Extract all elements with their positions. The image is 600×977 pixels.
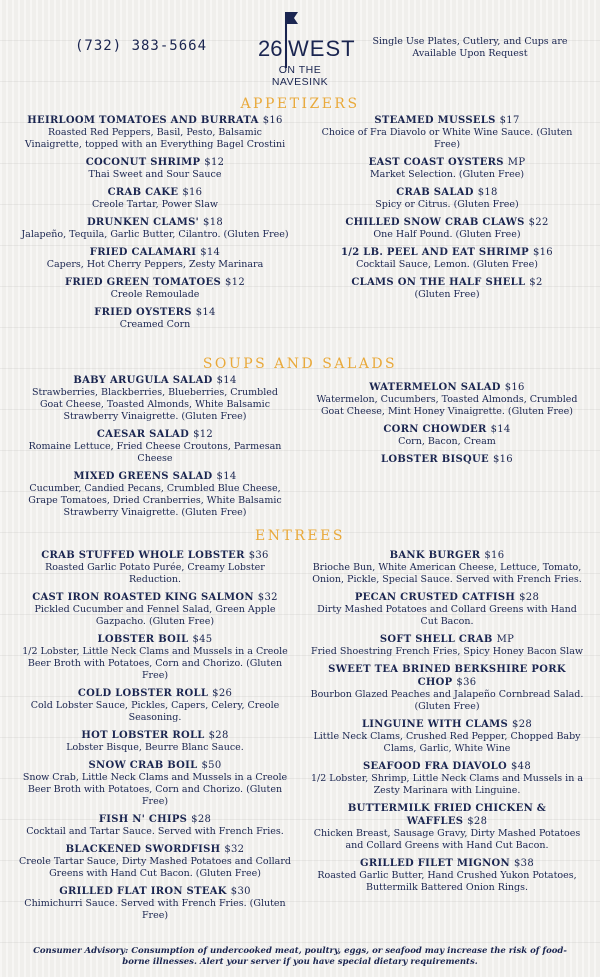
menu-item-title: HOT LOBSTER ROLL <box>81 730 205 741</box>
menu-item-title: 1/2 LB. PEEL AND EAT SHRIMP <box>341 247 529 258</box>
menu-item-title: FRIED CALAMARI <box>89 247 197 258</box>
menu-item <box>20 374 290 423</box>
menu-item-description: Roasted Garlic Butter, Hand Crushed Yukon Potatoes, Buttermilk Battered Onion Rings. <box>317 870 577 893</box>
menu-item-price: $32 <box>257 592 278 603</box>
menu-item-price: $16 <box>504 382 525 393</box>
menu-item-price: $12 <box>204 157 225 168</box>
menu-item-description: Romaine Lettuce, Fried Cheese Croutons, Parmesan Cheese <box>28 441 282 464</box>
menu-item-title: GRILLED FLAT IRON STEAK <box>59 886 227 897</box>
menu-item-price: $28 <box>512 719 533 730</box>
menu-item-name <box>18 687 292 700</box>
menu-item-name <box>312 114 582 127</box>
menu-item-description: (Gluten Free) <box>414 289 480 300</box>
menu-item-description: Fried Shoestring French Fries, Spicy Honey Bacon Slaw <box>310 646 584 657</box>
menu-item-description: Jalapeño, Tequila, Garlic Butter, Cilantro. (Gluten Free) <box>21 229 289 240</box>
menu-item-price: $26 <box>212 688 233 699</box>
menu-item-name <box>18 885 292 898</box>
menu-item-name <box>312 276 582 289</box>
menu-item-description: Little Neck Clams, Crushed Red Pepper, Chopped Baby Clams, Garlic, White Wine <box>313 731 581 754</box>
menu-item <box>310 549 584 586</box>
menu-item-name <box>310 663 584 689</box>
menu-item <box>312 423 582 448</box>
menu-item <box>312 276 582 301</box>
appetizers-left-column <box>20 114 290 336</box>
menu-item-price: $16 <box>262 115 283 126</box>
menu-item <box>18 549 292 586</box>
menu-item-name <box>20 156 290 169</box>
menu-item <box>18 759 292 808</box>
menu-item-price: $28 <box>519 592 540 603</box>
menu-item <box>310 760 584 797</box>
menu-item-name <box>18 591 292 604</box>
menu-item-price: $36 <box>456 677 477 688</box>
logo-tagline: ON THE NAVESINK <box>271 64 329 88</box>
soups-right-column <box>312 381 582 471</box>
menu-item-title: HEIRLOOM TOMATOES AND BURRATA <box>27 115 259 126</box>
menu-item-description: 1/2 Lobster, Shrimp, Little Neck Clams and Mussels in a Zesty Marinara with Linguine. <box>310 773 584 796</box>
menu-item-price: $38 <box>514 858 534 869</box>
menu-item <box>20 306 290 331</box>
menu-item-description: Creole Tartar, Power Slaw <box>91 199 219 210</box>
menu-item-price: $32 <box>224 844 245 855</box>
menu-item-name <box>18 549 292 562</box>
menu-item-title: CAST IRON ROASTED KING SALMON <box>32 592 254 603</box>
menu-item-price: $14 <box>216 375 237 386</box>
menu-item-name <box>18 813 292 826</box>
menu-item-price: $14 <box>216 471 237 482</box>
menu-item <box>312 453 582 466</box>
menu-item-title: FRIED GREEN TOMATOES <box>64 277 221 288</box>
menu-item-price: $48 <box>511 761 532 772</box>
menu-item-price: $30 <box>230 886 251 897</box>
menu-item <box>310 718 584 755</box>
menu-item-title: BUTTERMILK FRIED CHICKEN & WAFFLES <box>347 803 547 827</box>
menu-item-description: Bourbon Glazed Peaches and Jalapeño Cornbread Salad. (Gluten Free) <box>310 689 584 712</box>
menu-item <box>310 802 584 852</box>
menu-item-name <box>312 186 582 199</box>
entrees-left-column <box>18 549 292 927</box>
menu-item-name <box>20 246 290 259</box>
menu-item <box>18 813 292 838</box>
menu-item-price: $16 <box>532 247 553 258</box>
menu-item-title: DRUNKEN CLAMS' <box>86 217 200 228</box>
menu-item-title: GRILLED FILET MIGNON <box>360 858 510 869</box>
menu-item-name <box>310 857 584 870</box>
menu-item-price: $2 <box>529 277 543 288</box>
menu-item <box>18 843 292 880</box>
menu-item-price: $18 <box>477 187 498 198</box>
menu-item-name <box>20 276 290 289</box>
menu-item-description: Brioche Bun, White American Cheese, Lettuce, Tomato, Onion, Pickle, Special Sauce. Served with French Fries. <box>312 562 582 585</box>
menu-item-name <box>310 633 584 646</box>
menu-item <box>312 186 582 211</box>
menu-item-name <box>310 760 584 773</box>
menu-item-description: Chicken Breast, Sausage Gravy, Dirty Mashed Potatoes and Collard Greens with Hand Cut Bacon. <box>313 828 581 851</box>
menu-item-title: BANK BURGER <box>389 550 481 561</box>
menu-item <box>18 687 292 724</box>
menu-item <box>310 591 584 628</box>
appetizers-right-column <box>312 114 582 306</box>
menu-item-title: FRIED OYSTERS <box>94 307 192 318</box>
menu-item-title: FISH N' CHIPS <box>98 814 188 825</box>
menu-item-price: $17 <box>499 115 520 126</box>
menu-item <box>20 428 290 465</box>
menu-item-price: $16 <box>484 550 505 561</box>
menu-item-title: CORN CHOWDER <box>383 424 487 435</box>
menu-item-title: COCONUT SHRIMP <box>85 157 201 168</box>
menu-item-title: CRAB CAKE <box>107 187 179 198</box>
menu-item-title: COLD LOBSTER ROLL <box>77 688 209 699</box>
menu-item-name <box>18 729 292 742</box>
menu-item <box>20 156 290 181</box>
menu-item-title: EAST COAST OYSTERS <box>368 157 504 168</box>
menu-item-title: WATERMELON SALAD <box>369 382 501 393</box>
menu-item-description: Snow Crab, Little Neck Clams and Mussels in a Creole Beer Broth with Potatoes, Corn and Chorizo. (Gluten Free) <box>22 772 288 807</box>
menu-item-description: Corn, Bacon, Cream <box>398 436 496 447</box>
restaurant-logo <box>250 10 356 88</box>
menu-item-price: $12 <box>225 277 245 288</box>
section-title-appetizers: APPETIZERS <box>240 96 360 112</box>
menu-item <box>20 216 290 241</box>
menu-item-price: $28 <box>467 816 488 827</box>
menu-item-title: SOFT SHELL CRAB <box>379 634 493 645</box>
menu-item-description: Spicy or Citrus. (Gluten Free) <box>375 199 519 210</box>
menu-item <box>20 276 290 301</box>
menu-item-title: SWEET TEA BRINED BERKSHIRE PORK CHOP <box>328 664 566 688</box>
menu-item-name <box>310 718 584 731</box>
menu-item-title: SEAFOOD FRA DIAVOLO <box>362 761 508 772</box>
menu-item-price: $28 <box>191 814 212 825</box>
logo-word: WEST <box>288 36 356 61</box>
menu-item-price: $16 <box>182 187 203 198</box>
menu-item <box>310 663 584 713</box>
menu-item <box>18 633 292 682</box>
menu-item-name <box>310 802 584 828</box>
menu-item-price: MP <box>496 634 515 645</box>
menu-item-description: 1/2 Lobster, Little Neck Clams and Mussels in a Creole Beer Broth with Potatoes, Corn and Chorizo. (Gluten Free) <box>22 646 288 681</box>
menu-item <box>312 114 582 151</box>
menu-item-description: Pickled Cucumber and Fennel Salad, Green Apple Gazpacho. (Gluten Free) <box>34 604 276 627</box>
menu-item <box>18 729 292 754</box>
menu-item-description: Strawberries, Blackberries, Blueberries, Crumbled Goat Cheese, Toasted Almonds, White Balsamic Strawberry Vinaigrette. (Gluten Free) <box>31 387 279 422</box>
menu-item-description: Lobster Bisque, Beurre Blanc Sauce. <box>66 742 244 753</box>
menu-item-description: Watermelon, Cucumbers, Toasted Almonds, Crumbled Goat Cheese, Mint Honey Vinaigrette. (Gluten Free) <box>316 394 578 417</box>
entrees-right-column <box>310 549 584 899</box>
menu-item-description: Creole Remoulade <box>110 289 200 300</box>
menu-item-price: $50 <box>201 760 222 771</box>
menu-item-description: Dirty Mashed Potatoes and Collard Greens with Hand Cut Bacon. <box>317 604 577 627</box>
menu-item-name <box>312 453 582 466</box>
menu-item-price: $45 <box>192 634 213 645</box>
menu-item <box>20 114 290 151</box>
menu-item-description: Market Selection. (Gluten Free) <box>369 169 525 180</box>
menu-item-description: Capers, Hot Cherry Peppers, Zesty Marinara <box>46 259 264 270</box>
menu-item <box>312 381 582 418</box>
menu-item-name <box>310 591 584 604</box>
menu-item <box>312 156 582 181</box>
menu-item-name <box>312 216 582 229</box>
menu-item-title: CHILLED SNOW CRAB CLAWS <box>345 217 525 228</box>
menu-item-title: CLAMS ON THE HALF SHELL <box>351 277 526 288</box>
menu-item-title: LOBSTER BOIL <box>97 634 189 645</box>
menu-item-description: One Half Pound. (Gluten Free) <box>373 229 521 240</box>
menu-item-name <box>20 114 290 127</box>
menu-item-price: $22 <box>528 217 549 228</box>
single-use-notice: Single Use Plates, Cutlery, and Cups are Available Upon Request <box>372 36 568 59</box>
menu-item-name <box>312 381 582 394</box>
menu-item <box>310 633 584 658</box>
menu-item <box>312 216 582 241</box>
menu-item-price: MP <box>507 157 526 168</box>
menu-item <box>312 246 582 271</box>
menu-item-title: LINGUINE WITH CLAMS <box>361 719 509 730</box>
menu-item-name <box>18 843 292 856</box>
menu-item-description: Cocktail and Tartar Sauce. Served with French Fries. <box>26 826 284 837</box>
menu-item-title: SNOW CRAB BOIL <box>88 760 198 771</box>
flag-pole <box>285 12 287 68</box>
menu-item-title: CRAB STUFFED WHOLE LOBSTER <box>41 550 245 561</box>
consumer-advisory: Consumer Advisory: Consumption of undercooked meat, poultry, eggs, or seafood may increase the risk of food-borne illnesses. Alert your server if you have special dietary requirements. <box>33 946 567 967</box>
menu-item-title: PECAN CRUSTED CATFISH <box>354 592 516 603</box>
menu-item-title: STEAMED MUSSELS <box>374 115 496 126</box>
flag-icon <box>280 12 298 28</box>
menu-item-title: CAESAR SALAD <box>96 429 190 440</box>
menu-item-name <box>18 759 292 772</box>
menu-item-name <box>20 306 290 319</box>
menu-item-description: Roasted Red Peppers, Basil, Pesto, Balsamic Vinaigrette, topped with an Everything Bagel Crostini <box>24 127 286 150</box>
menu-item-name <box>20 186 290 199</box>
menu-item-name <box>20 374 290 387</box>
menu-item-description: Thai Sweet and Sour Sauce <box>88 169 222 180</box>
menu-item-name <box>20 470 290 483</box>
section-title-entrees: ENTREES <box>255 528 345 544</box>
menu-item-description: Cold Lobster Sauce, Pickles, Capers, Celery, Creole Seasoning. <box>30 700 280 723</box>
menu-item-title: CRAB SALAD <box>396 187 474 198</box>
menu-item-name <box>20 216 290 229</box>
menu-item-price: $14 <box>200 247 221 258</box>
menu-item-description: Creamed Corn <box>119 319 191 330</box>
menu-item-price: $16 <box>492 454 513 465</box>
menu-item-title: MIXED GREENS SALAD <box>73 471 213 482</box>
section-title-soups-salads: SOUPS AND SALADS <box>202 356 398 372</box>
menu-item-price: $36 <box>248 550 269 561</box>
menu-item-description: Chimichurri Sauce. Served with French Fries. (Gluten Free) <box>24 898 286 921</box>
menu-item <box>20 246 290 271</box>
menu-item-name <box>20 428 290 441</box>
logo-number: 26 <box>258 36 283 61</box>
menu-item-name <box>312 423 582 436</box>
menu-item-description: Cocktail Sauce, Lemon. (Gluten Free) <box>356 259 538 270</box>
menu-item <box>20 186 290 211</box>
menu-item-name <box>312 156 582 169</box>
menu-item-price: $28 <box>208 730 229 741</box>
menu-item <box>20 470 290 519</box>
menu-item-price: $12 <box>193 429 214 440</box>
menu-item-description: Creole Tartar Sauce, Dirty Mashed Potatoes and Collard Greens with Hand Cut Bacon. (Gluten Free) <box>19 856 291 879</box>
menu-item-description: Choice of Fra Diavolo or White Wine Sauce. (Gluten Free) <box>321 127 573 150</box>
menu-item-price: $18 <box>203 217 224 228</box>
menu-item <box>18 591 292 628</box>
phone-number: (732) 383-5664 <box>75 38 208 54</box>
menu-item-name <box>310 549 584 562</box>
menu-item-title: LOBSTER BISQUE <box>381 454 489 465</box>
menu-item <box>310 857 584 894</box>
menu-item <box>18 885 292 922</box>
menu-item-description: Roasted Garlic Potato Purée, Creamy Lobster Reduction. <box>45 562 265 585</box>
menu-item-title: BABY ARUGULA SALAD <box>73 375 213 386</box>
soups-left-column <box>20 374 290 524</box>
menu-item-name <box>312 246 582 259</box>
menu-item-name <box>18 633 292 646</box>
menu-item-price: $14 <box>195 307 216 318</box>
menu-item-description: Cucumber, Candied Pecans, Crumbled Blue Cheese, Grape Tomatoes, Dried Cranberries, White Balsamic Strawberry Vinaigrette. (Gluten Free) <box>28 483 282 518</box>
menu-item-price: $14 <box>490 424 511 435</box>
menu-item-title: BLACKENED SWORDFISH <box>65 844 221 855</box>
